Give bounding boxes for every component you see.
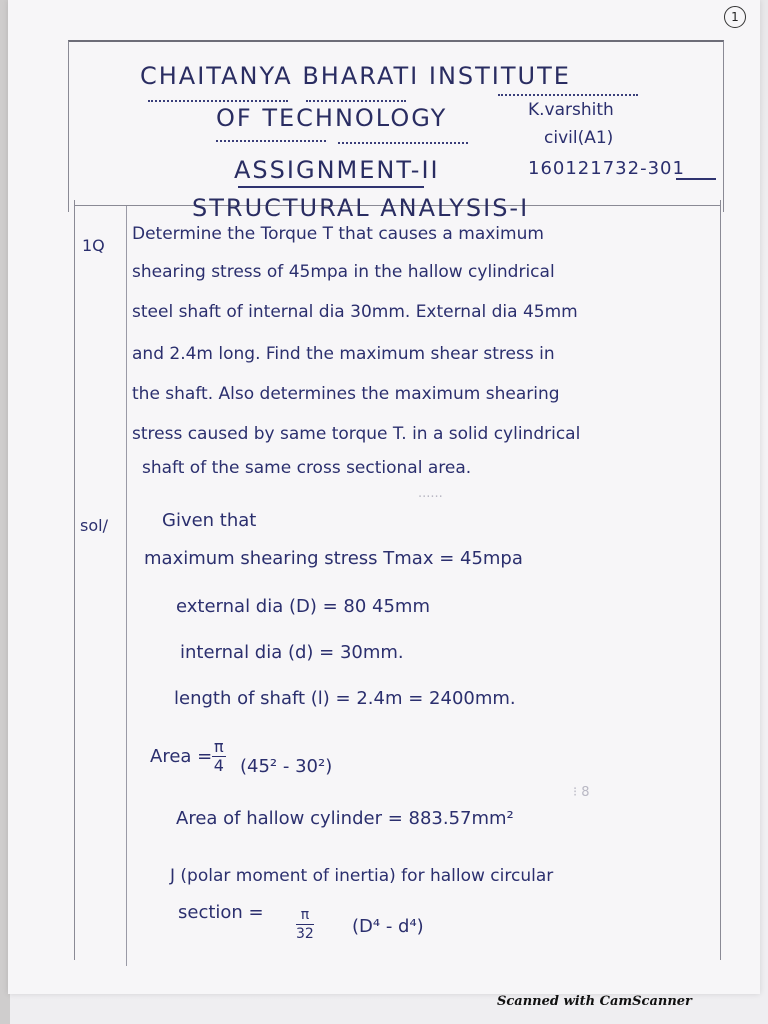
area-fraction-numerator: π [214,737,224,756]
camscanner-watermark: Scanned with CamScanner [497,994,692,1009]
subject-title: STRUCTURAL ANALYSIS-I [192,194,530,222]
roll-number: 160121732-301 [528,158,685,179]
show-through-mark: ······ [418,490,443,505]
institute-underline-1 [148,94,288,102]
area-expression: (45² - 30²) [240,756,333,777]
institute-underline-5 [338,136,468,144]
roll-number-underline [676,178,716,180]
institute-underline-2 [306,94,406,102]
institute-name-line2: OF TECHNOLOGY [216,104,448,132]
given-heading: Given that [162,510,257,531]
question-line-1: Determine the Torque T that causes a maximum [132,224,544,244]
question-line-5: the shaft. Also determines the maximum shearing [132,384,560,404]
polar-fraction [296,906,314,943]
institute-name-line1: CHAITANYA BHARATI INSTITUTE [140,62,571,90]
external-diameter: external dia (D) = 80 45mm [176,596,430,617]
question-line-3: steel shaft of internal dia 30mm. External dia 45mm [132,302,578,322]
max-shear-stress: maximum shearing stress Tmax = 45mpa [144,548,523,569]
polar-expression: (D⁴ - d⁴) [352,916,424,937]
question-line-4: and 2.4m long. Find the maximum shear stress in [132,344,555,364]
area-result: Area of hallow cylinder = 883.57mm² [176,808,514,829]
answer-sheet [8,0,760,994]
assignment-underline [238,186,424,188]
question-line-6: stress caused by same torque T. in a solid cylindrical [132,424,581,444]
student-branch: civil(A1) [544,128,614,148]
shaft-length: length of shaft (l) = 2.4m = 2400mm. [174,688,516,709]
margin-line-right [720,200,721,960]
show-through-mark: ⁝ 8 [573,785,590,800]
internal-diameter: internal dia (d) = 30mm. [180,642,404,663]
institute-underline-3 [498,88,638,96]
solution-label: sol/ [80,516,108,535]
assignment-title: ASSIGNMENT-II [234,156,440,184]
polar-moment-line: J (polar moment of inertia) for hallow circular [170,866,554,886]
page-number: 1 [724,6,746,28]
polar-fraction-numerator: π [296,906,314,925]
question-line-7: shaft of the same cross sectional area. [142,458,472,478]
area-fraction-denominator: 4 [213,756,224,775]
area-label: Area = [150,746,213,767]
polar-fraction-denominator: 32 [296,926,314,942]
polar-section-label: section = [178,902,264,923]
institute-underline-4 [216,134,326,142]
margin-line-left [74,200,75,960]
student-name: K.varshith [528,100,614,120]
question-line-2: shearing stress of 45mpa in the hallow cylindrical [132,262,555,282]
area-fraction [212,738,226,775]
question-number: 1Q [82,236,105,255]
margin-line-inner [126,206,127,966]
